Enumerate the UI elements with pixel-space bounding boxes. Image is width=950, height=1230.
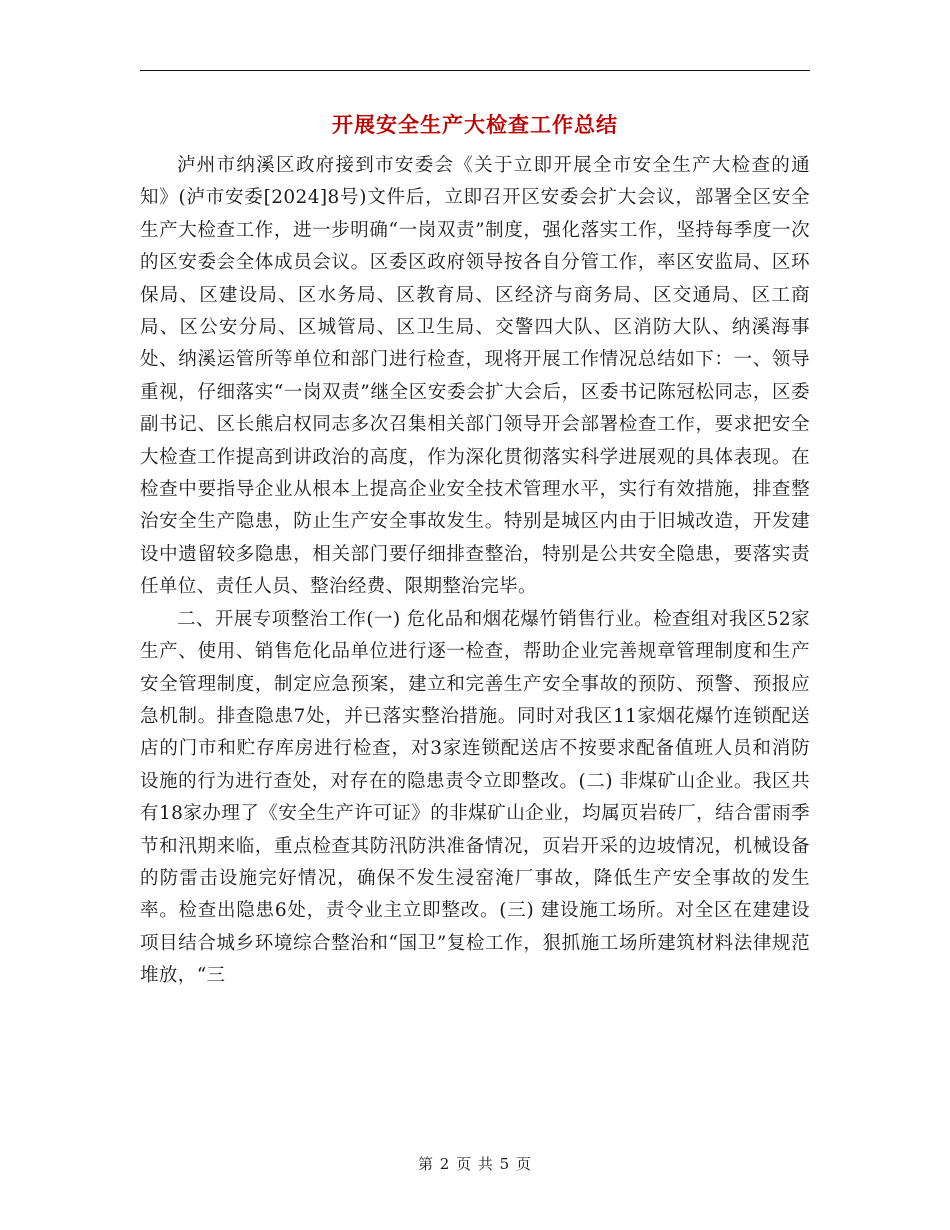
header-rule	[140, 70, 810, 71]
document-body	[140, 150, 810, 993]
document-title: 开展安全生产大检查工作总结	[332, 113, 618, 137]
paragraph-1: 泸州市纳溪区政府接到市安委会《关于立即开展全市安全生产大检查的通知》(泸市安委[2024]8号)文件后，立即召开区安委会扩大会议，部署全区安全生产大检查工作，进一步明确“一岗双责”制度，强化落实工作，坚持每季度一次的区安委会全体成员会议。区委区政府领导按各自分管工作，率区安监局、区环保局、区建设局、区水务局、区教育局、区经济与商务局、区交通局、区工商局、区公安分局、区城管局、区卫生局、交警四大队、区消防大队、纳溪海事处、纳溪运管所等单位和部门进行检查，现将开展工作情况总结如下：一、领导重视，仔细落实“一岗双责”继全区安委会扩大会后，区委书记陈冠松同志，区委副书记、区长熊启权同志多次召集相关部门领导开会部署检查工作，要求把安全大检查工作提高到讲政治的高度，作为深化贯彻落实科学进展观的具体表现。在检查中要指导企业从根本上提高企业安全技术管理水平，实行有效措施，排查整治安全生产隐患，防止生产安全事故发生。特别是城区内由于旧城改造，开发建设中遗留较多隐患，相关部门要仔细排查整治，特别是公共安全隐患，要落实责任单位、责任人员、整治经费、限期整治完毕。	[140, 155, 810, 598]
page-number-footer: 第 2 页 共 5 页	[418, 1155, 532, 1173]
paragraph-2: 二、开展专项整治工作(一) 危化品和烟花爆竹销售行业。检查组对我区52家生产、使用、销售危化品单位进行逐一检查，帮助企业完善规章管理制度和生产安全管理制度，制定应急预案，建立和完善生产安全事故的预防、预警、预报应急机制。排查隐患7处，并已落实整治措施。同时对我区11家烟花爆竹连锁配送店的门市和贮存库房进行检查，对3家连锁配送店不按要求配备值班人员和消防设施的行为进行查处，对存在的隐患责令立即整改。(二) 非煤矿山企业。我区共有18家办理了《安全生产许可证》的非煤矿山企业，均属页岩砖厂，结合雷雨季节和汛期来临，重点检查其防汛防洪准备情况，页岩开采的边坡情况，机械设备的防雷击设施完好情况，确保不发生浸窑淹厂事故，降低生产安全事故的发生率。检查出隐患6处，责令业主立即整改。(三) 建设施工场所。对全区在建建设项目结合城乡环境综合整治和“国卫”复检工作，狠抓施工场所建筑材料法律规范堆放，“三	[140, 608, 810, 987]
